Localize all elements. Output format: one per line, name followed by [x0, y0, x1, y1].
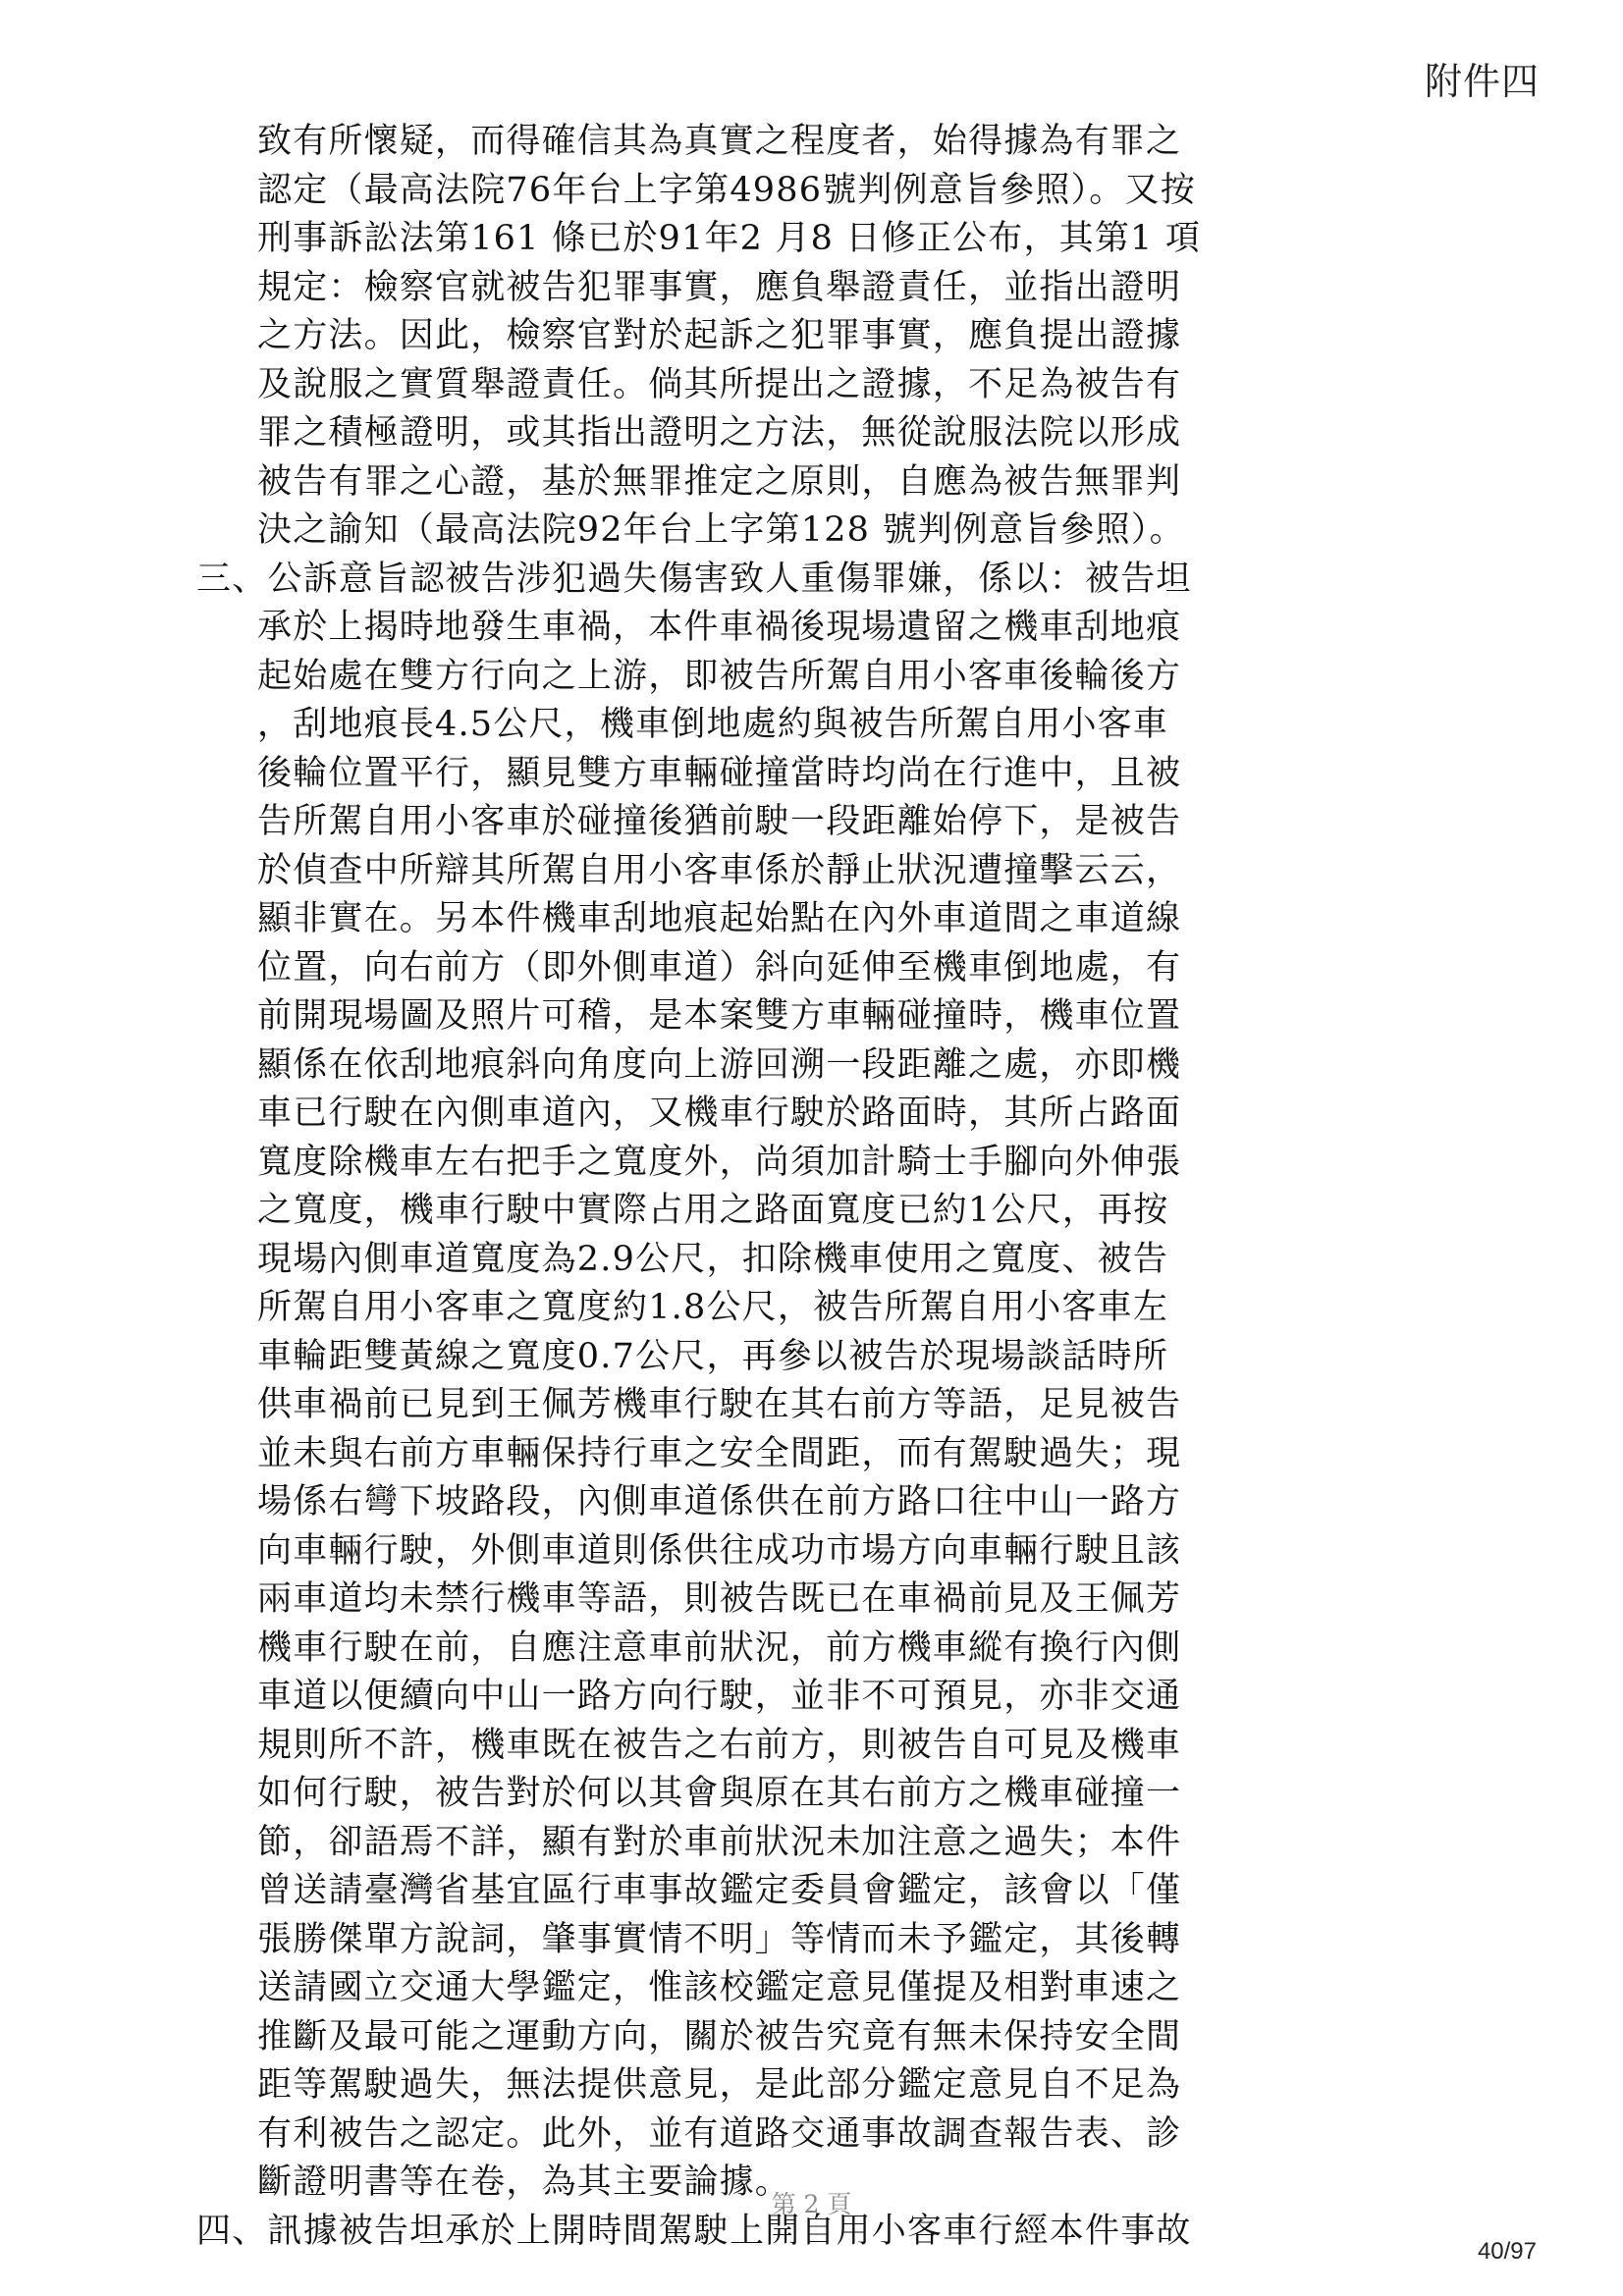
body-line: 送請國立交通大學鑑定，惟該校鑑定意見僅提及相對車速之 — [257, 1968, 1182, 2007]
body-line: 機車行駛在前，自應注意車前狀況，前方機車縱有換行內側 — [257, 1628, 1182, 1668]
body-line: 顯非實在。另本件機車刮地痕起始點在內外車道間之車道線 — [257, 899, 1182, 938]
body-line: 有利被告之認定。此外，並有道路交通事故調查報告表、診 — [257, 2113, 1182, 2154]
body-line: 供車禍前已見到王佩芳機車行駛在其右前方等語，足見被告 — [257, 1385, 1182, 1424]
attachment-label: 附件四 — [1424, 60, 1540, 103]
body-line: 後輪位置平行，顯見雙方車輛碰撞當時均尚在行進中，且被 — [257, 753, 1182, 793]
body-line: 決之諭知（最高法院92年台上字第128 號判例意旨參照）。 — [257, 510, 1185, 550]
body-line: 起始處在雙方行向之上游，即被告所駕自用小客車後輪後方 — [257, 656, 1182, 696]
body-line: 所駕自用小客車之寬度約1.8公尺，被告所駕自用小客車左 — [257, 1288, 1169, 1327]
body-line: 之方法。因此，檢察官對於起訴之犯罪事實，應負提出證據 — [257, 316, 1182, 355]
body-line: 張勝傑單方說詞，肇事實情不明」等情而未予鑑定，其後轉 — [257, 1919, 1182, 1959]
body-line: 向車輛行駛，外側車道則係供往成功市場方向車輛行駛且該 — [257, 1530, 1182, 1571]
body-line: 告所駕自用小客車於碰撞後猶前駛一段距離始停下，是被告 — [257, 802, 1182, 841]
body-line: 推斷及最可能之運動方向，關於被告究竟有無未保持安全間 — [257, 2016, 1182, 2056]
page-label: 第 2 頁 — [771, 2190, 852, 2218]
body-line: 承於上揭時地發生車禍，本件車禍後現場遺留之機車刮地痕 — [257, 608, 1182, 647]
body-line: 認定（最高法院76年台上字第4986號判例意旨參照）。又按 — [257, 170, 1196, 210]
body-line: 被告有罪之心證，基於無罪推定之原則，自應為被告無罪判 — [257, 461, 1182, 502]
body-line: 寬度除機車左右把手之寬度外，尚須加計騎士手腳向外伸張 — [257, 1142, 1182, 1182]
body-line: 刑事訴訟法第161 條已於91年2 月8 日修正公布，其第1 項 — [257, 219, 1202, 258]
sheet-number: 40/97 — [1477, 2238, 1537, 2265]
body-line: 車輪距雙黃線之寬度0.7公尺，再參以被告於現場談話時所 — [257, 1336, 1169, 1376]
body-line: 規則所不許，機車既在被告之右前方，則被告自可見及機車 — [257, 1725, 1182, 1765]
body-line: ，刮地痕長4.5公尺，機車倒地處約與被告所駕自用小客車 — [257, 705, 1169, 744]
body-line: 車道以便續向中山一路方向行駛，並非不可預見，亦非交通 — [257, 1677, 1182, 1716]
body-line: 現場內側車道寬度為2.9公尺，扣除機車使用之寬度、被告 — [257, 1239, 1169, 1279]
body-line: 車已行駛在內側車道內，又機車行駛於路面時，其所占路面 — [257, 1094, 1182, 1133]
body-line: 位置，向右前方（即外側車道）斜向延伸至機車倒地處，有 — [257, 947, 1182, 988]
body-line: 規定：檢察官就被告犯罪事實，應負舉證責任，並指出證明 — [257, 267, 1182, 307]
section-heading-line: 四、訊據被告坦承於上開時間駕駛上開自用小客車行經本件事故 — [196, 2211, 1192, 2251]
section-heading-line: 三、公訴意旨認被告涉犯過失傷害致人重傷罪嫌，係以：被告坦 — [196, 559, 1192, 599]
body-line: 前開現場圖及照片可稽，是本案雙方車輛碰撞時，機車位置 — [257, 996, 1182, 1036]
body-line: 於偵查中所辯其所駕自用小客車係於靜止狀況遭撞擊云云， — [257, 850, 1182, 890]
body-line: 顯係在依刮地痕斜向角度向上游回溯一段距離之處，亦即機 — [257, 1044, 1182, 1085]
body-line: 之寬度，機車行駛中實際占用之路面寬度已約1公尺，再按 — [257, 1191, 1169, 1230]
body-line: 如何行駛，被告對於何以其會與原在其右前方之機車碰撞一 — [257, 1774, 1182, 1813]
body-line: 並未與右前方車輛保持行車之安全間距，而有駕駛過失；現 — [257, 1433, 1182, 1473]
body-line: 兩車道均未禁行機車等語，則被告既已在車禍前見及王佩芳 — [257, 1579, 1182, 1619]
body-line: 節，卻語焉不詳，顯有對於車前狀況未加注意之過失；本件 — [257, 1822, 1182, 1862]
body-line: 罪之積極證明，或其指出證明之方法，無從說服法院以形成 — [257, 413, 1182, 453]
body-line: 曾送請臺灣省基宜區行車事故鑑定委員會鑑定，該會以「僅 — [257, 1871, 1182, 1910]
body-line: 場係右彎下坡路段，內側車道係供在前方路口往中山一路方 — [257, 1482, 1182, 1522]
body-line: 斷證明書等在卷，為其主要論據。 — [257, 2163, 791, 2202]
body-line: 及說服之實質舉證責任。倘其所提出之證據，不足為被告有 — [257, 364, 1182, 404]
body-line: 距等駕駛過失，無法提供意見，是此部分鑑定意見自不足為 — [257, 2065, 1182, 2105]
body-line: 致有所懷疑，而得確信其為真實之程度者，始得據為有罪之 — [257, 122, 1182, 161]
